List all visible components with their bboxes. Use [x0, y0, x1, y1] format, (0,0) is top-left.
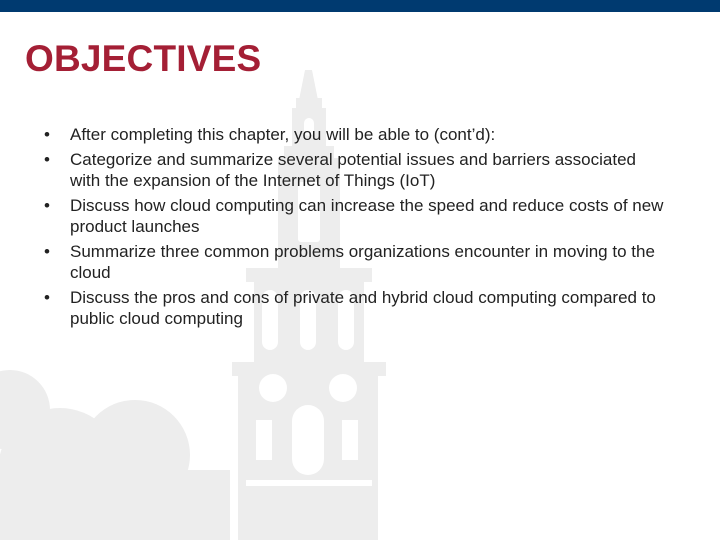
- list-item: [44, 195, 664, 237]
- bullet-glyph: •: [44, 125, 50, 144]
- bullet-glyph: •: [44, 150, 50, 169]
- bullet-text: Summarize three common problems organizations encounter in moving to the cloud: [70, 242, 655, 282]
- bullet-text: Discuss how cloud computing can increase the speed and reduce costs of new product launches: [70, 196, 664, 236]
- list-item: [44, 241, 664, 283]
- bullet-glyph: •: [44, 242, 50, 261]
- bullet-glyph: •: [44, 288, 50, 307]
- list-item: [44, 287, 664, 329]
- objectives-list: [44, 124, 664, 333]
- bullet-text: Discuss the pros and cons of private and hybrid cloud computing compared to public cloud computing: [70, 288, 656, 328]
- bullet-text: After completing this chapter, you will be able to (cont’d):: [70, 125, 496, 144]
- bullet-glyph: •: [44, 196, 50, 215]
- slide-title: OBJECTIVES: [25, 38, 262, 79]
- bullet-text: Categorize and summarize several potential issues and barriers associated with the expansion of the Internet of Things (IoT): [70, 150, 637, 190]
- list-item: [44, 124, 664, 145]
- list-item: [44, 149, 664, 191]
